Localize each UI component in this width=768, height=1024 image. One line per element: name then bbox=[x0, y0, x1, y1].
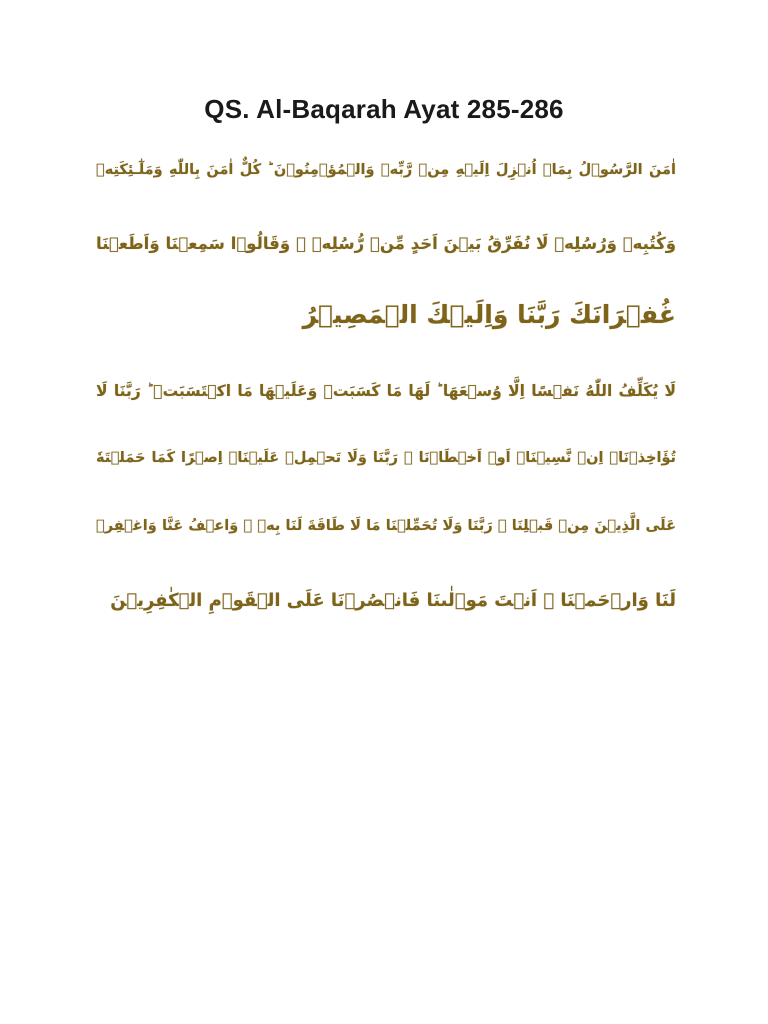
ayat-286-line-3: عَلَى الَّذِيۡنَ مِنۡ قَبۡلِنَا ۚ رَبَّنَا وَلَا تُحَمِّلۡنَا مَا لَا طَاقَةَ لَنَا بِهٖ ۚ وَاعۡفُ عَنَّا وَاغۡفِرۡ bbox=[96, 518, 676, 534]
ayat-286-line-2: تُؤَاخِذۡنَاۤ اِنۡ نَّسِيۡنَاۤ اَوۡ اَخۡطَاۡنَا ۚ رَبَّنَا وَلَا تَحۡمِلۡ عَلَيۡنَاۤ اِصۡرًا كَمَا حَمَلۡتَهٗ bbox=[96, 450, 676, 466]
ayat-285-line-2: وَكُتُبِهٖ وَرُسُلِهٖ لَا نُفَرِّقُ بَيۡنَ اَحَدٍ مِّنۡ رُّسُلِهٖ ۚ وَقَالُوۡا سَمِعۡنَا وَاَطَعۡنَا bbox=[96, 234, 676, 253]
ayat-285-line-3: غُفۡرَانَكَ رَبَّنَا وَاِلَيۡكَ الۡمَصِيۡرُ bbox=[302, 300, 676, 329]
ayat-286-line-4: لَنَا وَارۡحَمۡنَا ۚ اَنۡتَ مَوۡلٰٮنَا فَانۡصُرۡنَا عَلَى الۡقَوۡمِ الۡكٰفِرِيۡنَ bbox=[110, 590, 676, 611]
ayat-286-line-1: لَا يُكَلِّفُ اللّٰهُ نَفۡسًا اِلَّا وُسۡعَهَا ؕ لَهَا مَا كَسَبَتۡ وَعَلَيۡهَا مَا اكۡتَسَبَتۡ ؕ رَبَّنَا لَا bbox=[96, 382, 676, 400]
page-title: QS. Al-Baqarah Ayat 285-286 bbox=[204, 94, 564, 124]
ayat-285-line-1: اٰمَنَ الرَّسُوۡلُ بِمَاۤ اُنۡزِلَ اِلَيۡهِ مِنۡ رَّبِّهٖ وَالۡمُؤۡمِنُوۡنَ ؕ كُلٌّ اٰمَنَ بِاللّٰهِ وَمَلٰٓـئِكَتِهٖ bbox=[96, 162, 676, 178]
